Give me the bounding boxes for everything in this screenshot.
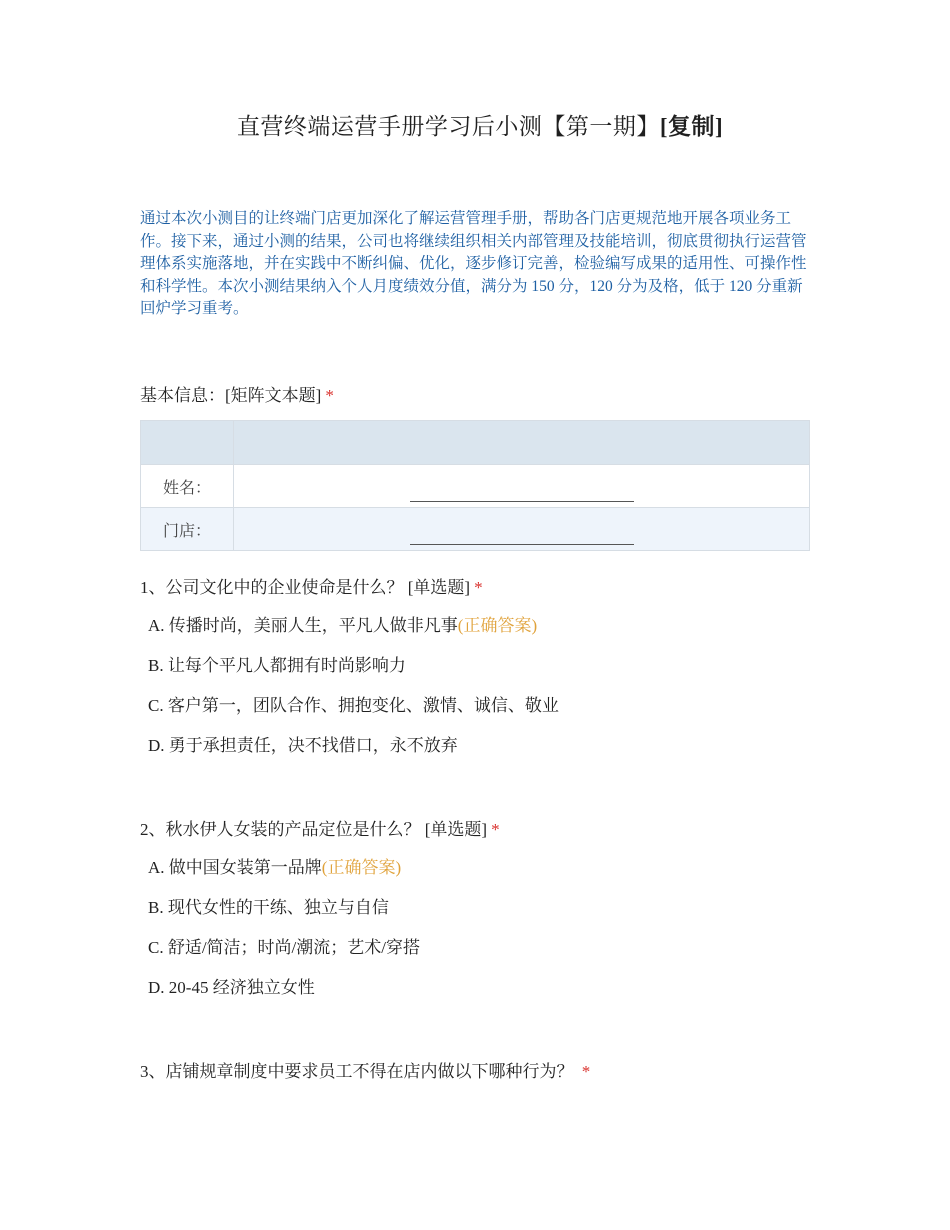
question-title: [140, 576, 820, 600]
option-list: [140, 614, 820, 774]
correct-answer-tag: (正确答案): [321, 858, 402, 877]
correct-answer-tag: (正确答案): [457, 616, 538, 635]
option-b[interactable]: [148, 896, 820, 936]
option-c[interactable]: [148, 936, 820, 976]
question-3: [140, 1060, 820, 1084]
question-title: [140, 818, 820, 842]
matrix-header-value-cell: [234, 421, 810, 465]
option-text: D. 20-45 经济独立女性: [148, 978, 315, 997]
store-label: 门店：: [141, 508, 234, 551]
question-title-text: 2、秋水伊人女装的产品定位是什么？ [单选题]: [140, 820, 488, 839]
option-a[interactable]: [148, 614, 820, 654]
question-2: [140, 818, 820, 1016]
matrix-header-row: [141, 421, 810, 465]
option-text: C. 客户第一，团队合作、拥抱变化、激情、诚信、敬业: [148, 696, 559, 715]
name-field-cell[interactable]: [234, 465, 810, 508]
page-title: [0, 112, 950, 142]
option-text: B. 现代女性的干练、独立与自信: [148, 898, 389, 917]
question-title-text: 1、公司文化中的企业使命是什么？ [单选题]: [140, 578, 471, 597]
store-field[interactable]: [410, 532, 634, 545]
option-b[interactable]: [148, 654, 820, 694]
name-field[interactable]: [410, 489, 634, 502]
name-label: 姓名：: [141, 465, 234, 508]
option-text: A. 传播时尚，美丽人生，平凡人做非凡事: [148, 616, 458, 635]
basic-info-matrix: [140, 420, 810, 551]
matrix-header-label-cell: [141, 421, 234, 465]
option-c[interactable]: [148, 694, 820, 734]
question-title-text: 3、店铺规章制度中要求员工不得在店内做以下哪种行为？: [140, 1062, 578, 1081]
option-a[interactable]: [148, 856, 820, 896]
store-field-cell[interactable]: [234, 508, 810, 551]
option-list: [140, 856, 820, 1016]
question-title: [140, 1060, 820, 1084]
matrix-row-name: [141, 465, 810, 508]
option-text: A. 做中国女装第一品牌: [148, 858, 322, 877]
required-mark: *: [491, 820, 500, 839]
intro-description: 通过本次小测目的让终端门店更加深化了解运营管理手册，帮助各门店更规范地开展各项业务工作。接下来，通过小测的结果，公司也将继续组织相关内部管理及技能培训，彻底贯彻执行运营管理体系实施落地，并在实践中不断纠偏、优化，逐步修订完善，检验编写成果的适用性、可操作性和科学性。本次小测结果纳入个人月度绩效分值，满分为 150 分，120 分为及格，低于 120 分重新回炉学习重考。: [140, 210, 807, 317]
required-mark: *: [474, 578, 483, 597]
option-d[interactable]: [148, 976, 820, 1016]
required-mark: *: [325, 386, 334, 405]
question-1: [140, 576, 820, 774]
option-text: D. 勇于承担责任，决不找借口，永不放弃: [148, 736, 458, 755]
option-d[interactable]: [148, 734, 820, 774]
matrix-row-store: [141, 508, 810, 551]
option-text: B. 让每个平凡人都拥有时尚影响力: [148, 656, 406, 675]
required-mark: *: [581, 1062, 591, 1081]
basic-info-label: [140, 384, 334, 408]
page-title-main: 直营终端运营手册学习后小测【第一期】: [236, 114, 660, 139]
page-title-suffix: [复制]: [659, 114, 724, 139]
option-text: C. 舒适/简洁；时尚/潮流；艺术/穿搭: [148, 938, 421, 957]
basic-info-label-text: 基本信息：[矩阵文本题]: [140, 386, 322, 405]
